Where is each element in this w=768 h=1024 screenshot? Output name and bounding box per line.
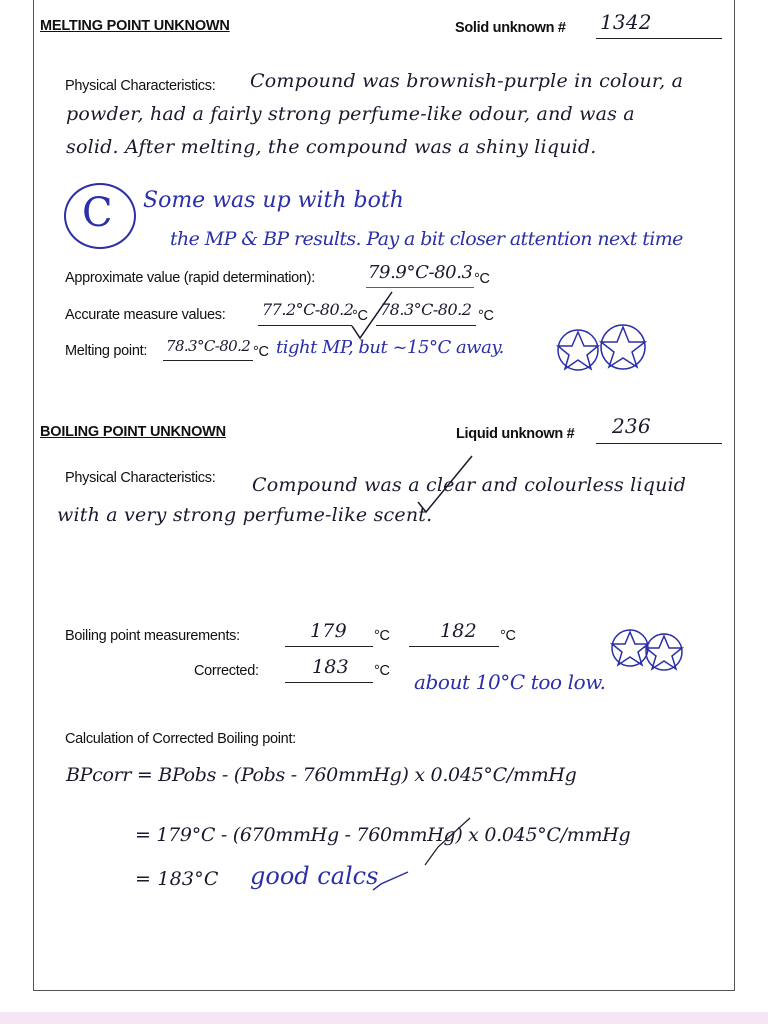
calc-line3: = 183°C xyxy=(135,868,219,890)
bp-unit1: °C xyxy=(374,628,390,644)
accurate-label: Accurate measure values: xyxy=(65,307,226,323)
comment-line2: the MP & BP results. Pay a bit closer attention next time xyxy=(170,228,683,250)
comment-line1: Some was up with both xyxy=(143,188,404,213)
boiling-phys-line2: with a very strong perfume-like scent. xyxy=(57,504,433,526)
melting-phys-line3: solid. After melting, the compound was a shiny liquid. xyxy=(66,136,597,158)
approx-unit: °C xyxy=(474,271,490,287)
approx-value: 79.9°C-80.3 xyxy=(368,262,473,283)
melting-phys-line2: powder, had a fairly strong perfume-like odour, and was a xyxy=(66,103,635,125)
calc-comment: good calcs xyxy=(250,862,379,890)
accurate-value2: 78.3°C-80.2 xyxy=(380,300,472,319)
melting-heading: MELTING POINT UNKNOWN xyxy=(40,18,230,34)
check-mark-icon xyxy=(425,818,470,865)
corrected-unit: °C xyxy=(374,663,390,679)
mp-comment: tight MP, but ~15°C away. xyxy=(276,337,504,358)
star-stamp-icon xyxy=(601,325,645,369)
grade-letter: C xyxy=(82,190,113,236)
bp-label: Boiling point measurements: xyxy=(65,628,240,644)
approx-label: Approximate value (rapid determination): xyxy=(65,270,315,286)
liquid-unknown-number: 236 xyxy=(612,414,651,438)
boiling-phys-line1: Compound was a clear and colourless liquid xyxy=(252,474,687,496)
check-mark-icon xyxy=(352,292,392,338)
bp-value1: 179 xyxy=(310,620,347,642)
mp-label: Melting point: xyxy=(65,343,148,359)
corrected-comment: about 10°C too low. xyxy=(414,670,606,694)
bp-unit2: °C xyxy=(500,628,516,644)
accurate-unit2: °C xyxy=(478,308,494,324)
bp-value2: 182 xyxy=(440,620,477,642)
corrected-label: Corrected: xyxy=(194,663,259,679)
mp-value: 78.3°C-80.2 xyxy=(166,337,251,355)
mp-unit: °C xyxy=(253,344,269,360)
melting-phys-label: Physical Characteristics: xyxy=(65,78,216,94)
solid-unknown-number: 1342 xyxy=(600,10,652,34)
star-stamp-icon xyxy=(558,330,598,370)
calc-label: Calculation of Corrected Boiling point: xyxy=(65,731,296,747)
accurate-unit1: °C xyxy=(352,308,368,324)
boiling-heading: BOILING POINT UNKNOWN xyxy=(40,424,226,440)
liquid-unknown-label: Liquid unknown # xyxy=(456,426,575,442)
calc-line1: BPcorr = BPobs - (Pobs - 760mmHg) x 0.045°C/mmHg xyxy=(66,764,577,786)
melting-phys-line1: Compound was brownish-purple in colour, a xyxy=(250,70,684,92)
check-mark-icon xyxy=(373,872,408,890)
star-stamp-icon xyxy=(612,630,648,666)
boiling-phys-label: Physical Characteristics: xyxy=(65,470,216,486)
solid-unknown-label: Solid unknown # xyxy=(455,20,566,36)
calc-line2: = 179°C - (670mmHg - 760mmHg) x 0.045°C/mmHg xyxy=(135,824,631,846)
star-stamp-icon xyxy=(646,634,682,670)
accurate-value1: 77.2°C-80.2 xyxy=(262,300,354,319)
corrected-value: 183 xyxy=(312,656,349,678)
check-mark-icon xyxy=(418,456,472,512)
